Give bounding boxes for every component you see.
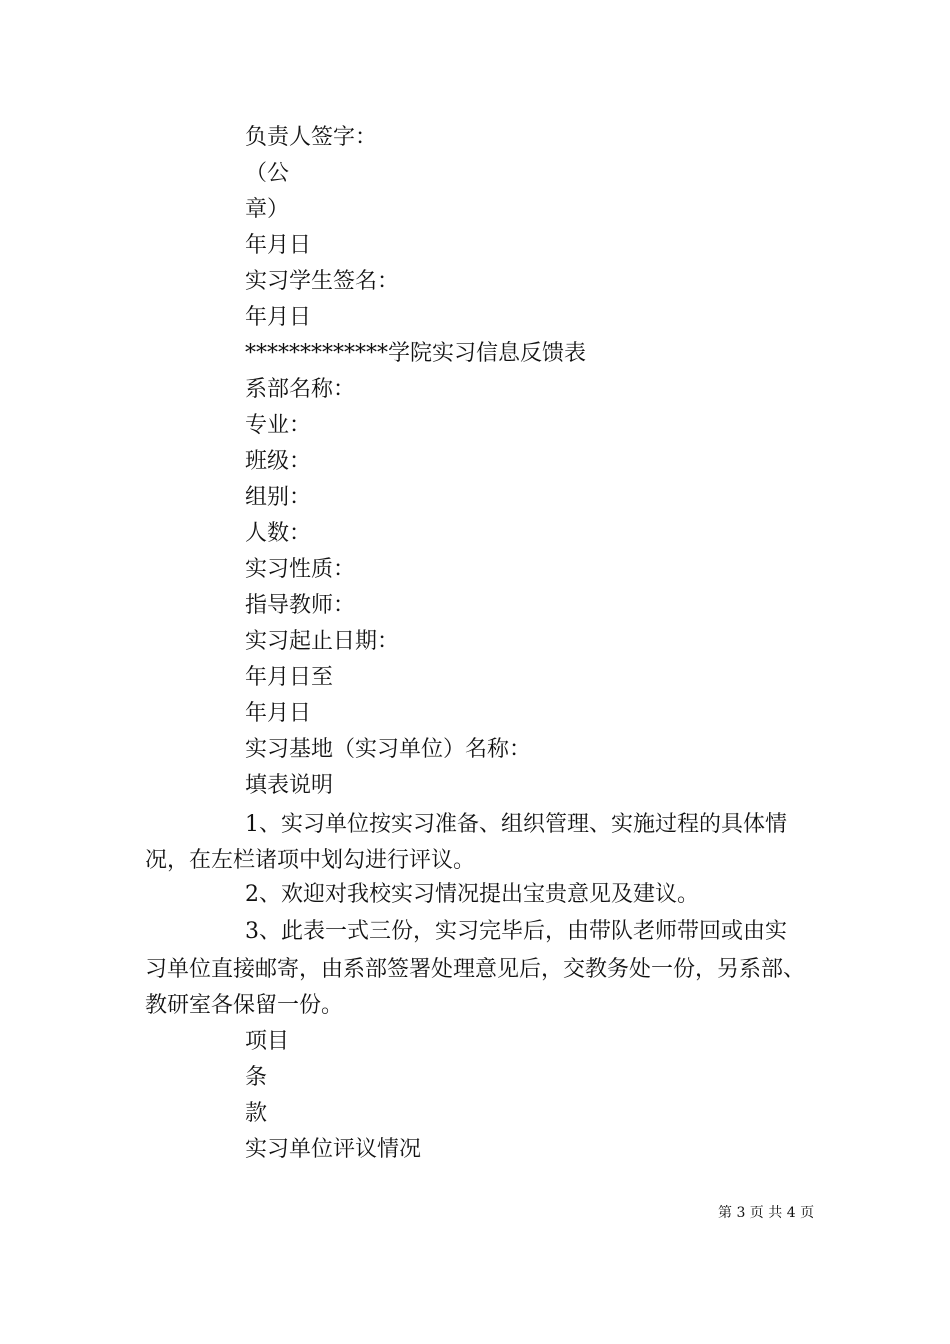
table-label-evaluation: 实习单位评议情况 (245, 1137, 422, 1162)
note-1-line-1: 1、实习单位按实习准备、组织管理、实施过程的具体情 (245, 812, 787, 837)
instructions-heading: 填表说明 (245, 773, 334, 798)
table-label-clause-1: 条 (245, 1065, 268, 1090)
major-field: 专业： (245, 413, 312, 438)
note-3-line-2: 习单位直接邮寄，由系部签署处理意见后，交教务处一份，另系部、 (145, 957, 806, 982)
department-field: 系部名称： (245, 377, 356, 402)
signature-line: 负责人签字： (245, 125, 378, 150)
period-field: 实习起止日期： (245, 629, 400, 654)
note-2-line-1: 2、欢迎对我校实习情况提出宝贵意见及建议。 (245, 882, 699, 907)
student-signature-line: 实习学生签名： (245, 269, 400, 294)
seal-line-1: （公 (245, 161, 290, 186)
seal-line-2: 章） (245, 197, 290, 222)
base-name-field: 实习基地（实习单位）名称： (245, 737, 532, 762)
page-number: 第 3 页 共 4 页 (718, 1205, 815, 1221)
period-start-line: 年月日至 (245, 665, 334, 690)
note-3-line-3: 教研室各保留一份。 (145, 993, 344, 1018)
instructor-field: 指导教师： (245, 593, 356, 618)
period-end-line: 年月日 (245, 701, 312, 726)
date-line: 年月日 (245, 233, 312, 258)
headcount-field: 人数： (245, 521, 312, 546)
form-title: *************学院实习信息反馈表 (245, 341, 587, 366)
table-label-item: 项目 (245, 1029, 290, 1054)
table-label-clause-2: 款 (245, 1101, 268, 1126)
date-line: 年月日 (245, 305, 312, 330)
group-field: 组别： (245, 485, 312, 510)
internship-type-field: 实习性质： (245, 557, 356, 582)
note-3-line-1: 3、此表一式三份，实习完毕后，由带队老师带回或由实 (245, 919, 787, 944)
class-field: 班级： (245, 449, 312, 474)
note-1-line-2: 况，在左栏诸项中划勾进行评议。 (145, 848, 476, 873)
